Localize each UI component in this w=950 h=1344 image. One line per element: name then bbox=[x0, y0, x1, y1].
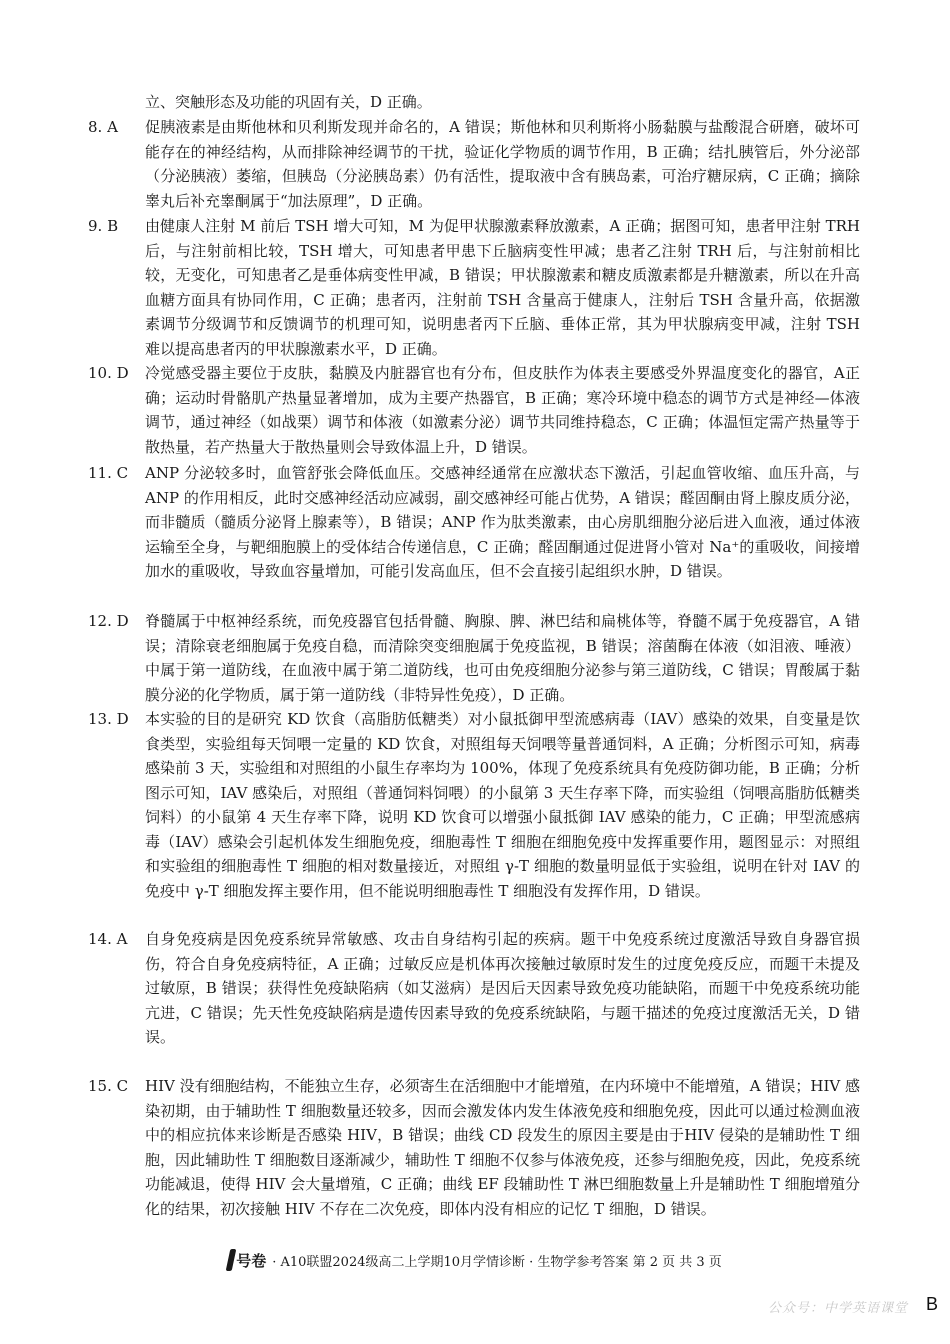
answer-explanation: 冷觉感受器主要位于皮肤，黏膜及内脏器官也有分布，但皮肤作为体表主要感受外界温度变化的器官，A正确；运动时骨骼肌产热量显著增加，成为主要产热器官，B 正确；寒冷环境中稳态的调节方式是神经—体液调节，通过神经（如战栗）调节和体液（如激素分泌）调节共同维持稳态，C 正确；体温恒定需产热量等于散热量，若产热量大于散热量则会导致体温上升，D 错误。 bbox=[145, 364, 860, 456]
answer-number: 8. A bbox=[88, 118, 118, 136]
answer-explanation: ANP 分泌较多时，血管舒张会降低血压。交感神经通常在应激状态下激活，引起血管收缩、血压升高，与 ANP 的作用相反，此时交感神经活动应减弱，副交感神经可能占优势，A 错误；醛固酮由肾上腺皮质分泌，而非髓质（髓质分泌肾上腺素等），B 错误；ANP 作为肽类激素，由心房肌细胞分泌后进入血液，通过体液运输至全身，与靶细胞膜上的受体结合传递信息，C 正确；醛固酮通过促进肾小管对 Na⁺的重吸收，间接增加水的重吸收，导致血容量增加，可能引发高血压，但不会直接引起组织水肿，D 错误。 bbox=[145, 464, 860, 580]
corner-letter: B bbox=[925, 1294, 938, 1314]
answer-explanation: 由健康人注射 M 前后 TSH 增大可知，M 为促甲状腺激素释放激素，A 正确；据图可知，患者甲注射 TRH 后，与注射前相比较，TSH 增大，可知患者甲患下丘脑病变性甲减；患者乙注射 TRH 后，与注射前相比较，无变化，可知患者乙是垂体病变性甲减，B 错误；甲状腺激素和糖皮质激素都是升糖激素，所以在升高血糖方面具有协同作用，C 正确；患者丙，注射前 TSH 含量高于健康人，注射后 TSH 含量升高，依据激素调节分级调节和反馈调节的机理可知，说明患者丙下丘脑、垂体正常，其为甲状腺病变甲减，注射 TSH 难以提高患者丙的甲状腺激素水平，D 正确。 bbox=[145, 217, 860, 358]
logo-text: 号卷 bbox=[236, 1251, 267, 1270]
watermark: 公众号：中学英语课堂 bbox=[767, 1301, 908, 1316]
answer-number: 11. C bbox=[88, 464, 129, 482]
answer-explanation: 自身免疫病是因免疫系统异常敏感、攻击自身结构引起的疾病。题干中免疫系统过度激活导致自身器官损伤，符合自身免疫病特征，A 正确；过敏反应是机体再次接触过敏原时发生的过度免疫反应，而题干未提及过敏原，B 错误；获得性免疫缺陷病（如艾滋病）是因后天因素导致免疫功能缺陷，而题干中免疫系统功能亢进，C 错误；先天性免疫缺陷病是遗传因素导致的免疫系统缺陷，与题干描述的免疫过度激活无关，D 错误。 bbox=[145, 930, 860, 1046]
answer-explanation: HIV 没有细胞结构，不能独立生存，必须寄生在活细胞中才能增殖，在内环境中不能增殖，A 错误；HIV 感染初期，由于辅助性 T 细胞数量还较多，因而会激发体内发生体液免疫和细胞免疫，因此可以通过检测血液中的相应抗体来诊断是否感染 HIV，B 错误；曲线 CD 段发生的原因主要是由于HIV 侵染的是辅助性 T 细胞，因此辅助性 T 细胞数目逐渐减少，辅助性 T 细胞不仅参与体液免疫，还参与细胞免疫，因此，免疫系统功能减退，使得 HIV 会大量增殖，C 正确；曲线 EF 段辅助性 T 淋巴细胞数量上升是辅助性 T 细胞增殖分化的结果，初次接触 HIV 不存在二次免疫，即体内没有相应的记忆 T 细胞，D 错误。 bbox=[145, 1077, 860, 1218]
page-footer bbox=[0, 1245, 950, 1275]
answer-explanation: 促胰液素是由斯他林和贝利斯发现并命名的，A 错误；斯他林和贝利斯将小肠黏膜与盐酸混合研磨，破坏可能存在的神经结构，从而排除神经调节的干扰，验证化学物质的调节作用，B 正确；结扎胰管后，外分泌部（分泌胰液）萎缩，但胰岛（分泌胰岛素）仍有活性，提取液中含有胰岛素，可治疗糖尿病，C 正确；摘除睾丸后补充睾酮属于“加法原理”，D 正确。 bbox=[145, 118, 860, 210]
answer-explanation: 本实验的目的是研究 KD 饮食（高脂肪低糖类）对小鼠抵御甲型流感病毒（IAV）感染的效果，自变量是饮食类型，实验组每天饲喂一定量的 KD 饮食，对照组每天饲喂等量普通饲料，A 正确；分析图示可知，病毒感染前 3 天，实验组和对照组的小鼠生存率均为 100%，体现了免疫系统具有免疫防御功能，B 正确；分析图示可知，IAV 感染后，对照组（普通饲料饲喂）的小鼠第 3 天生存率下降，而实验组（饲喂高脂肪低糖类饲料）的小鼠第 4 天生存率下降，说明 KD 饮食可以增强小鼠抵御 IAV 感染的能力，C 正确；甲型流感病毒（IAV）感染会引起机体发生细胞免疫，细胞毒性 T 细胞在细胞免疫中发挥重要作用，题图显示：对照组和实验组的细胞毒性 T 细胞的相对数量接近，对照组 γ-T 细胞的数量明显低于实验组，说明在针对 IAV 的免疫中 γ-T 细胞发挥主要作用，但不能说明细胞毒性 T 细胞没有发挥作用，D 错误。 bbox=[145, 710, 860, 900]
footer-text: · A10联盟2024级高二上学期10月学情诊断 · 生物学参考答案 第 2 页 共 3 页 bbox=[272, 1254, 722, 1270]
answer-number: 9. B bbox=[88, 217, 119, 235]
answer-number: 15. C bbox=[88, 1077, 129, 1095]
answer-number: 12. D bbox=[88, 612, 129, 630]
continuation-line: 立、突触形态及功能的巩固有关，D 正确。 bbox=[145, 93, 432, 111]
logo-mark-icon bbox=[226, 1249, 237, 1271]
answer-explanation: 脊髓属于中枢神经系统，而免疫器官包括骨髓、胸腺、脾、淋巴结和扁桃体等，脊髓不属于免疫器官，A 错误；清除衰老细胞属于免疫自稳，而清除突变细胞属于免疫监视，B 错误；溶菌酶在体液（如泪液、唾液）中属于第一道防线，在血液中属于第二道防线，也可由免疫细胞分泌参与第三道防线，C 错误；胃酸属于黏膜分泌的化学物质，属于第一道防线（非特异性免疫），D 正确。 bbox=[145, 612, 860, 704]
answer-number: 10. D bbox=[88, 364, 129, 382]
answer-number: 14. A bbox=[88, 930, 128, 948]
answer-number: 13. D bbox=[88, 710, 129, 728]
brand-logo bbox=[228, 1249, 266, 1271]
